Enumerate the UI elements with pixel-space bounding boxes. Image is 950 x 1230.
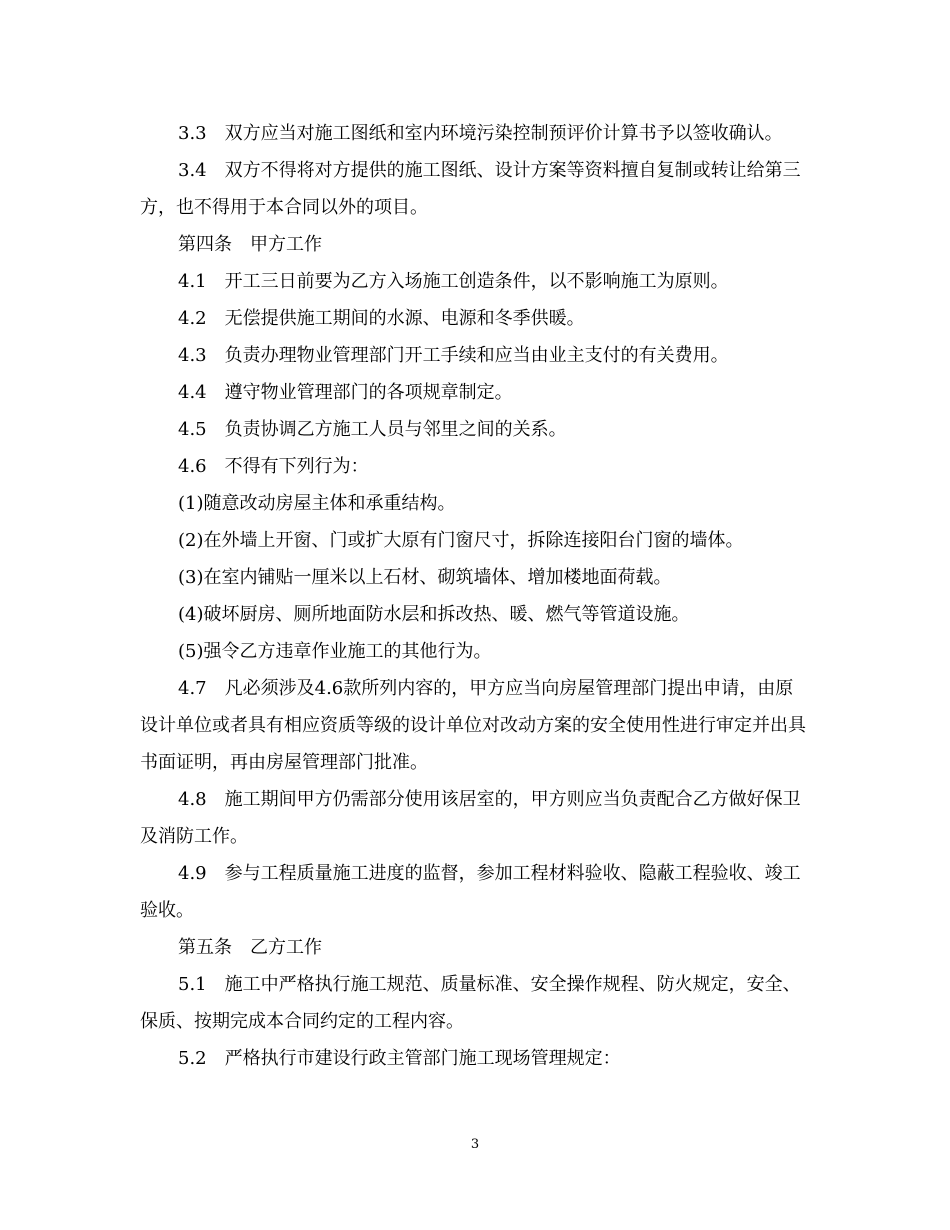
paragraph: 4.5 负责协调乙方施工人员与邻里之间的关系。 — [178, 419, 567, 440]
paragraph: 3.3 双方应当对施工图纸和室内环境污染控制预评价计算书予以签收确认。 — [178, 123, 783, 144]
paragraph: 4.4 遵守物业管理部门的各项规章制定。 — [178, 382, 513, 403]
paragraph: 5.1 施工中严格执行施工规范、质量标准、安全操作规程、防火规定，安全、保质、按期完成本合同约定的工程内容。 — [140, 974, 801, 1032]
list-item: (3)在室内铺贴一厘米以上石材、砌筑墙体、增加楼地面荷载。 — [178, 567, 672, 588]
paragraph: 4.1 开工三日前要为乙方入场施工创造条件，以不影响施工为原则。 — [178, 271, 729, 292]
list-item: (4)破坏厨房、厕所地面防水层和拆改热、暖、燃气等管道设施。 — [178, 604, 690, 625]
paragraph: 3.4 双方不得将对方提供的施工图纸、设计方案等资料擅自复制或转让给第三方，也不得用于本合同以外的项目。 — [140, 160, 801, 218]
list-item: (2)在外墙上开窗、门或扩大原有门窗尺寸，拆除连接阳台门窗的墙体。 — [178, 530, 744, 551]
document-body — [140, 115, 810, 1077]
section-heading: 第五条 乙方工作 — [178, 937, 322, 958]
page-number: 3 — [470, 1137, 480, 1152]
paragraph: 5.2 严格执行市建设行政主管部门施工现场管理规定： — [178, 1048, 621, 1069]
paragraph: 4.7 凡必须涉及4.6款所列内容的，甲方应当向房屋管理部门提出申请，由原设计单位或者具有相应资质等级的设计单位对改动方案的安全使用性进行审定并出具书面证明，再由房屋管理部门批准。 — [140, 678, 806, 773]
list-item: (1)随意改动房屋主体和承重结构。 — [178, 493, 456, 514]
paragraph: 4.3 负责办理物业管理部门开工手续和应当由业主支付的有关费用。 — [178, 345, 729, 366]
paragraph: 4.2 无偿提供施工期间的水源、电源和冬季供暖。 — [178, 308, 585, 329]
paragraph: 4.6 不得有下列行为： — [178, 456, 369, 477]
list-item: (5)强令乙方违章作业施工的其他行为。 — [178, 641, 492, 662]
section-heading: 第四条 甲方工作 — [178, 234, 322, 255]
paragraph: 4.8 施工期间甲方仍需部分使用该居室的，甲方则应当负责配合乙方做好保卫及消防工作。 — [140, 789, 801, 847]
paragraph: 4.9 参与工程质量施工进度的监督，参加工程材料验收、隐蔽工程验收、竣工验收。 — [140, 863, 801, 921]
